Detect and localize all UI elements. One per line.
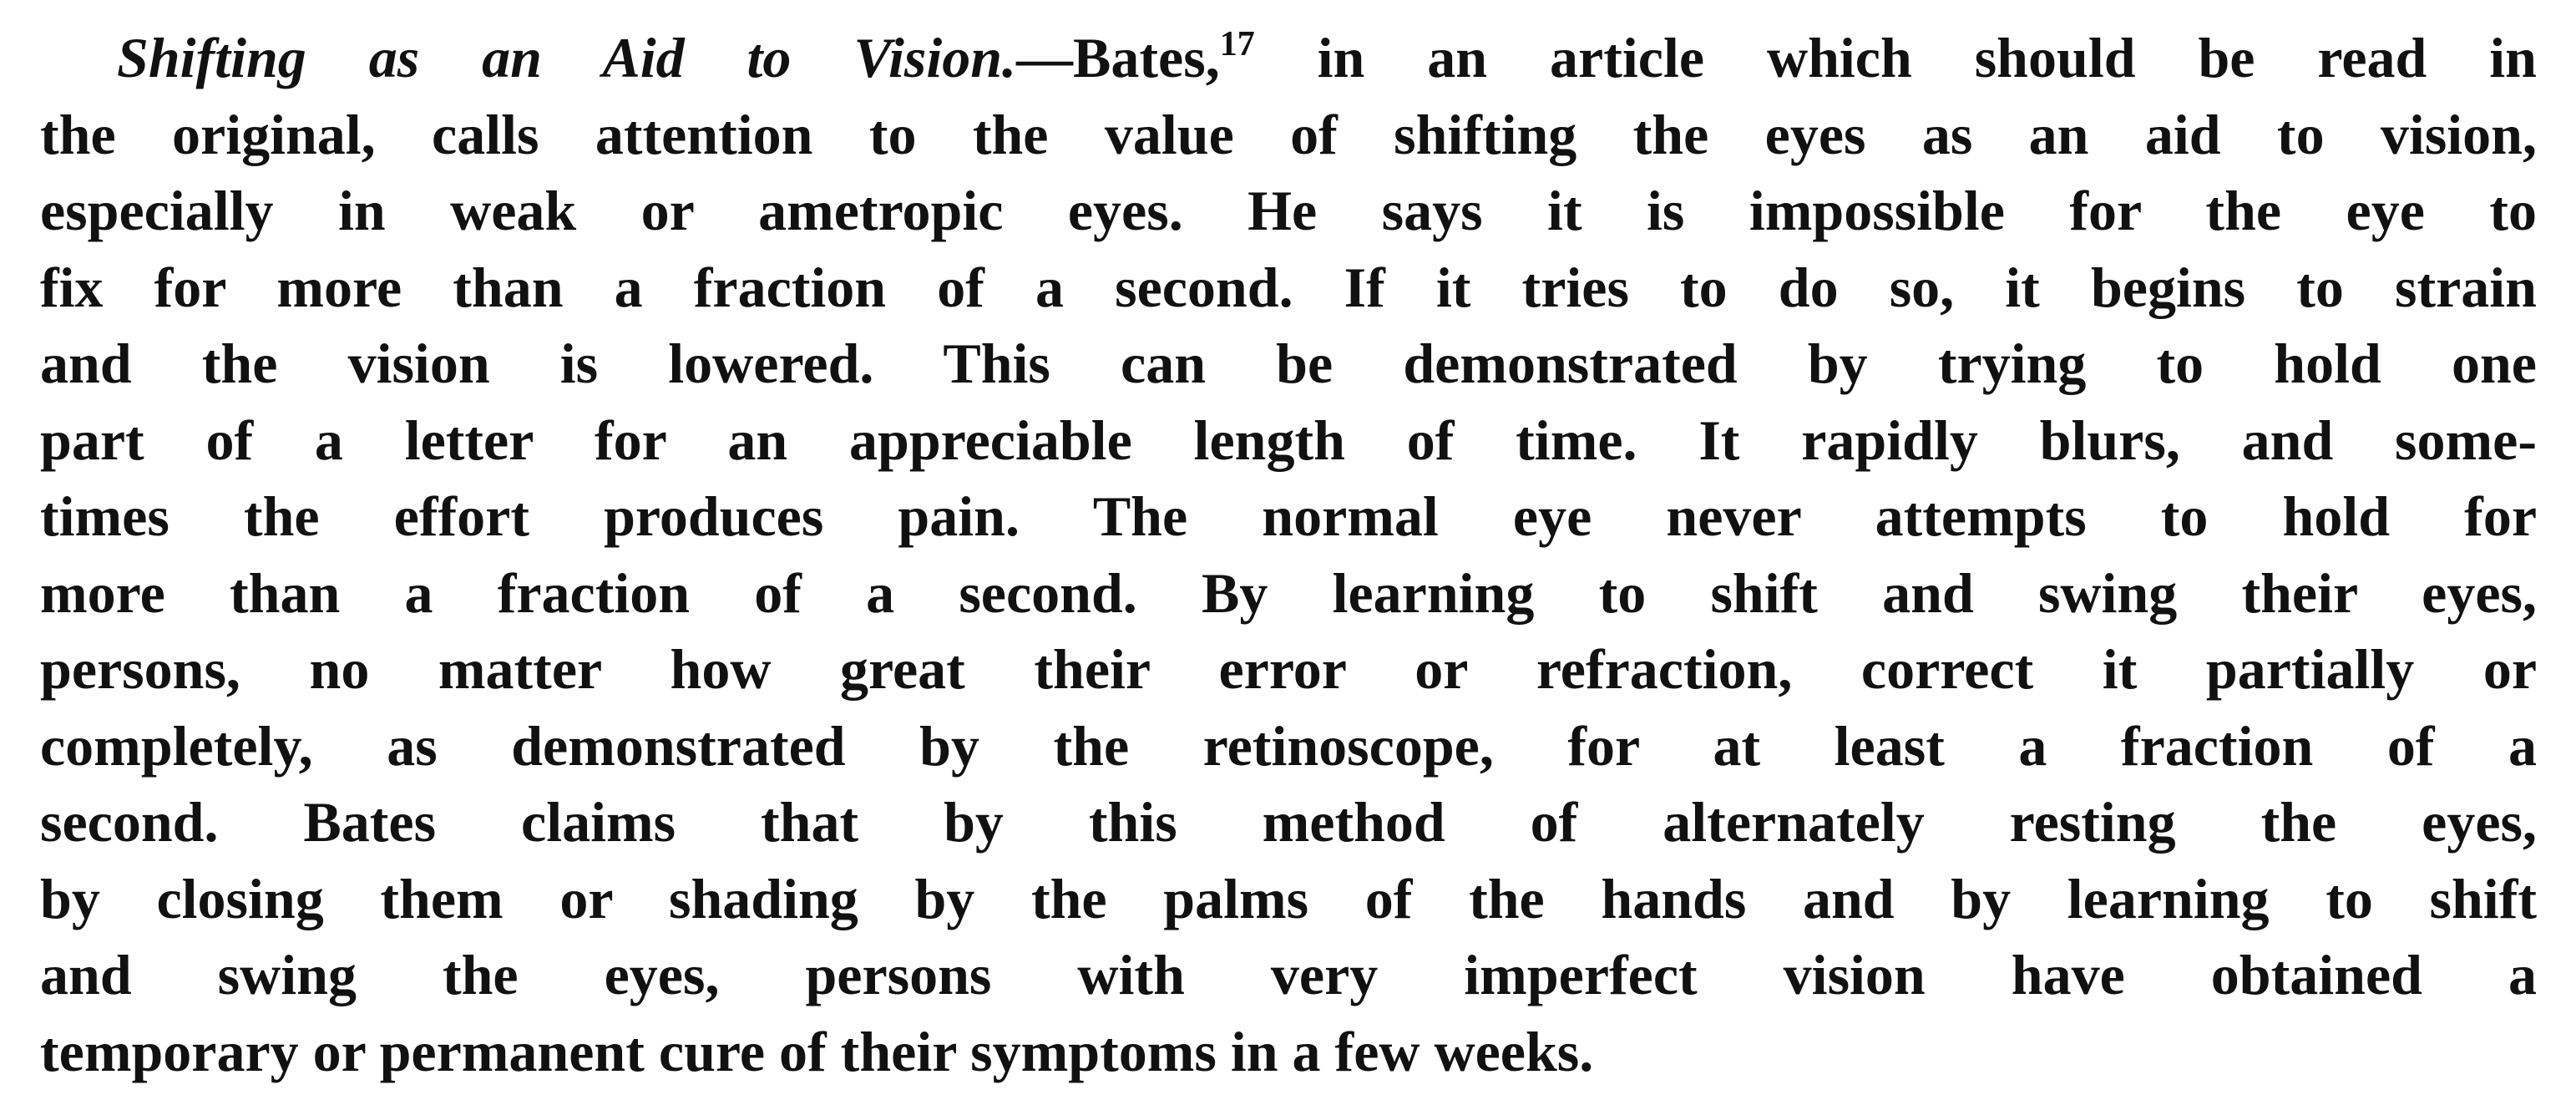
first-line-text: in an article which should be read in xyxy=(1254,26,2537,89)
paragraph-line-6: part of a letter for an appreciable length of time. It rapidly blurs, and some- xyxy=(40,408,2537,472)
paragraph-line-10: completely, as demonstrated by the retinoscope, for at least a fraction of a xyxy=(40,713,2537,778)
paragraph-line-11: second. Bates claims that by this method of alternately resting the eyes, xyxy=(40,790,2537,854)
paragraph-line-5: and the vision is lowered. This can be demonstrated by trying to hold one xyxy=(40,332,2537,395)
paragraph-line-1 xyxy=(40,20,2537,97)
author-name: Bates, xyxy=(1073,26,1220,89)
em-dash: — xyxy=(1016,26,1074,89)
paragraph-line-8: more than a fraction of a second. By learning to shift and swing their eyes, xyxy=(40,560,2537,625)
paragraph-line-4: fix for more than a fraction of a second. If it tries to do so, it begins to strain xyxy=(40,255,2537,319)
paragraph-line-2: the original, calls attention to the value of shifting the eyes as an aid to vision, xyxy=(40,102,2537,166)
paragraph-line-9: persons, no matter how great their error or refraction, correct it partially or xyxy=(40,637,2537,701)
document-paragraph xyxy=(40,20,2537,1090)
section-heading: Shifting as an Aid to Vision. xyxy=(117,26,1017,89)
paragraph-line-7: times the effort produces pain. The normal eye never attempts to hold for xyxy=(40,484,2537,548)
paragraph-line-12: by closing them or shading by the palms of the hands and by learning to shift xyxy=(40,866,2537,930)
paragraph-line-14: temporary or permanent cure of their symptoms in a few weeks. xyxy=(40,1019,1594,1083)
paragraph-line-13: and swing the eyes, persons with very imperfect vision have obtained a xyxy=(40,943,2537,1006)
paragraph-line-3: especially in weak or ametropic eyes. He says it is impossible for the eye to xyxy=(40,179,2537,242)
footnote-reference: 17 xyxy=(1219,25,1255,63)
